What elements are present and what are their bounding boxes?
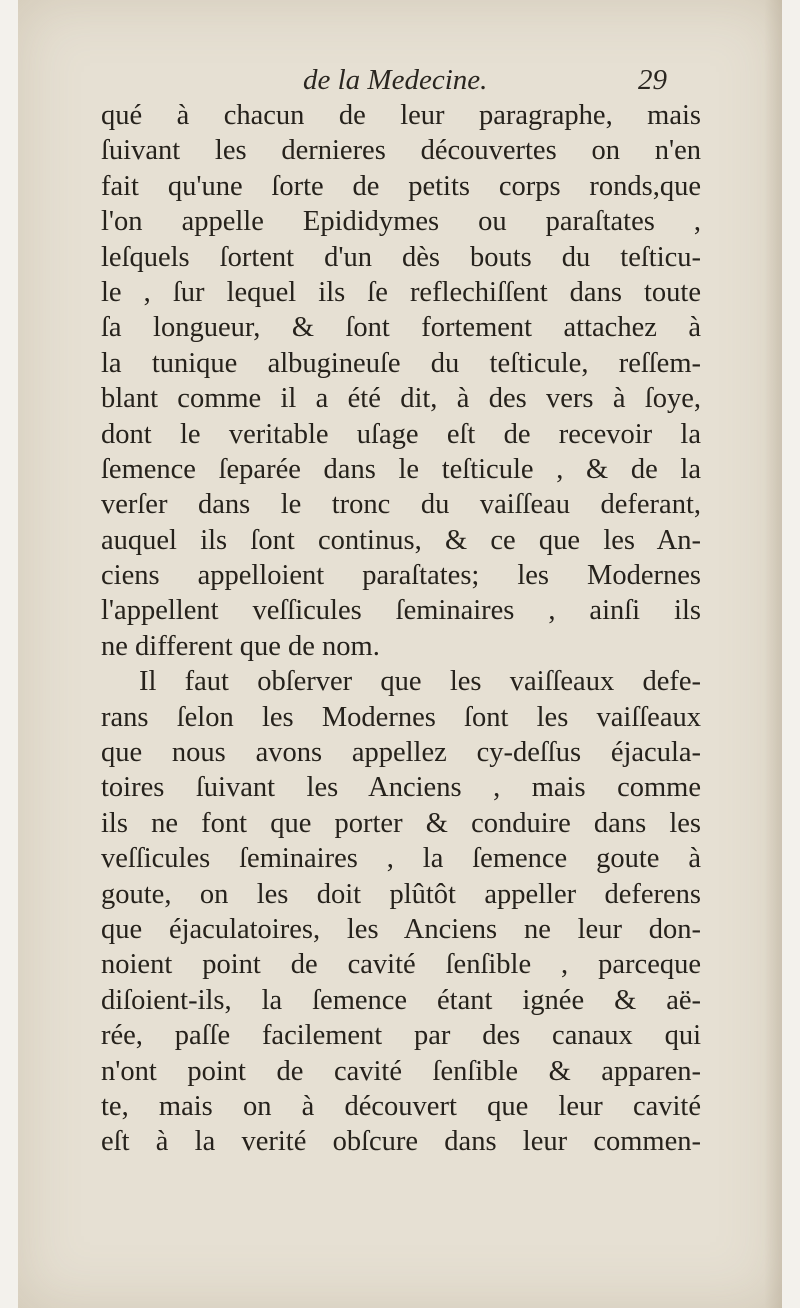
text-line: ſa longueur, & ſont fortement attachez à: [101, 312, 701, 344]
text-line: l'appellent veſſicules ſeminaires , ainſi ils: [101, 595, 701, 627]
text-line: ils ne font que porter & conduire dans les: [101, 807, 701, 839]
text-line: eſt à la verité obſcure dans leur commen-: [101, 1126, 701, 1158]
text-line: goute, on les doit plûtôt appeller deferens: [101, 878, 701, 910]
book-page: [18, 0, 782, 1308]
text-line: ne different que de nom.: [101, 630, 380, 662]
text-line: que nous avons appellez cy-deſſus éjacula-: [101, 737, 701, 769]
text-line: blant comme il a été dit, à des vers à ſoye,: [101, 383, 701, 415]
text-line: dont le veritable uſage eſt de recevoir la: [101, 418, 701, 450]
running-head-title: de la Medecine.: [303, 64, 488, 96]
text-line: rée, paſſe facilement par des canaux qui: [101, 1020, 701, 1052]
text-line: que éjaculatoires, les Anciens ne leur don-: [101, 913, 701, 945]
text-line: verſer dans le tronc du vaiſſeau deferant,: [101, 489, 701, 521]
text-line: Il faut obſerver que les vaiſſeaux defe-: [139, 666, 701, 698]
text-line: ſuivant les dernieres découvertes on n'en: [101, 135, 701, 167]
page-number: 29: [638, 64, 667, 96]
text-line: n'ont point de cavité ſenſible & apparen-: [101, 1055, 701, 1087]
text-line: ciens appelloient paraſtates; les Modernes: [101, 560, 701, 592]
text-line: diſoient-ils, la ſemence étant ignée & aë-: [101, 984, 701, 1016]
text-line: le , ſur lequel ils ſe reflechiſſent dans toute: [101, 276, 701, 308]
text-line: toires ſuivant les Anciens , mais comme: [101, 772, 701, 804]
text-line: te, mais on à découvert que leur cavité: [101, 1090, 701, 1122]
text-line: qué à chacun de leur paragraphe, mais: [101, 100, 701, 131]
text-line: auquel ils ſont continus, & ce que les An-: [101, 524, 701, 556]
text-line: l'on appelle Epididymes ou paraſtates ,: [101, 206, 701, 238]
text-line: leſquels ſortent d'un dès bouts du teſticu-: [101, 241, 701, 273]
text-line: la tunique albugineuſe du teſticule, reſſem-: [101, 347, 701, 379]
text-line: rans ſelon les Modernes ſont les vaiſſeaux: [101, 701, 701, 733]
text-line: fait qu'une ſorte de petits corps ronds,que: [101, 170, 701, 202]
text-line: ſemence ſeparée dans le teſticule , & de la: [101, 453, 701, 485]
text-line: noient point de cavité ſenſible , parceque: [101, 949, 701, 981]
text-line: veſſicules ſeminaires , la ſemence goute à: [101, 843, 701, 875]
body-text: [101, 98, 701, 1160]
